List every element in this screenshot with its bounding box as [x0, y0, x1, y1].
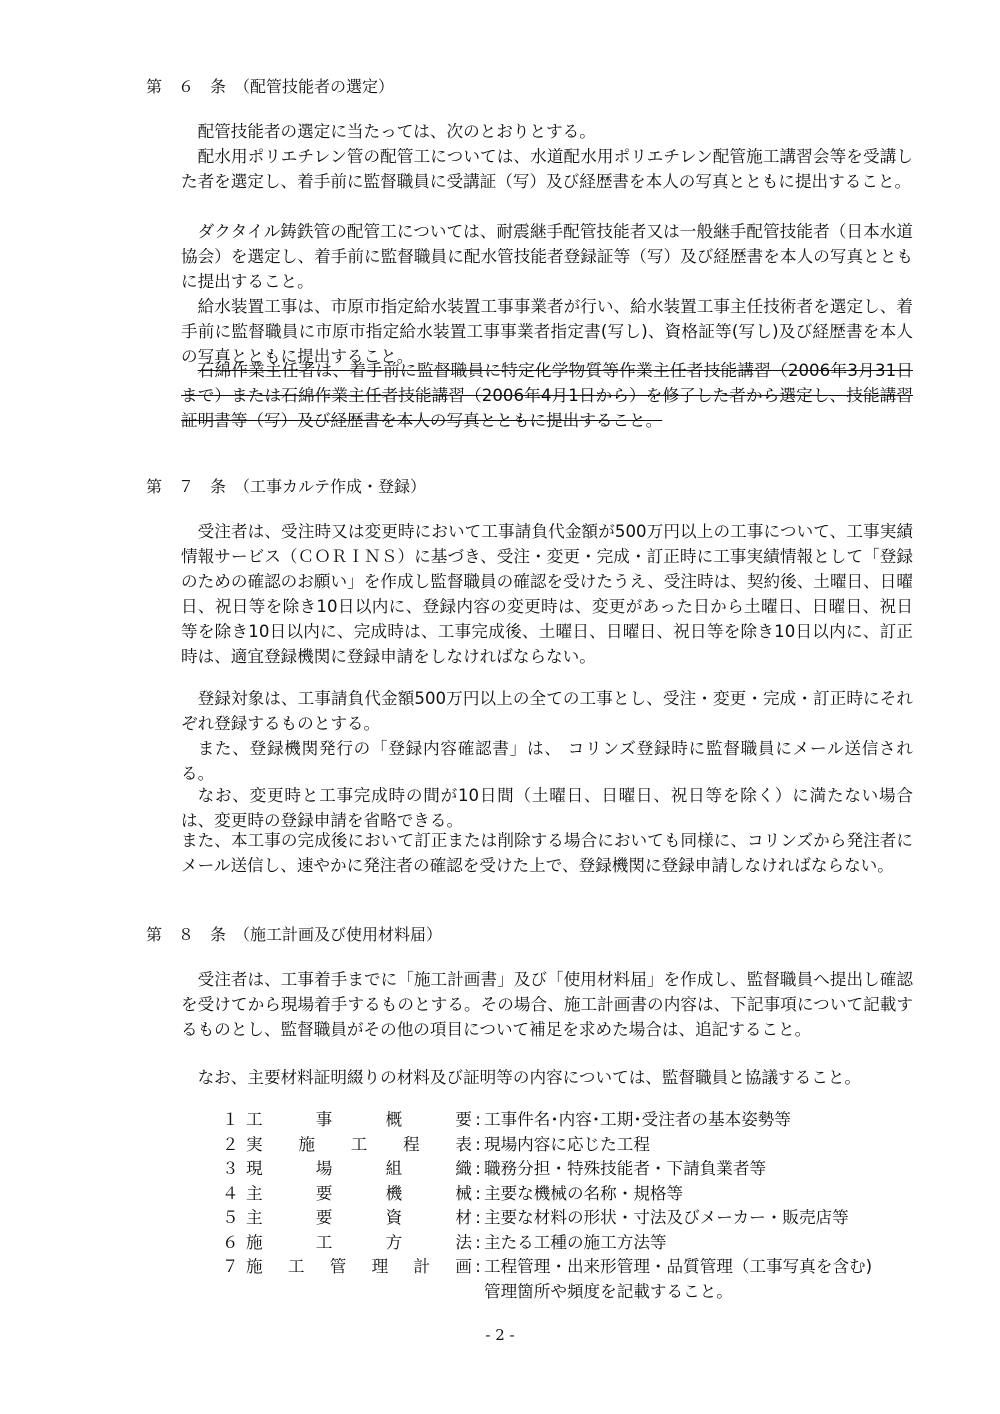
- item-label: 主 要 資 材: [246, 1208, 472, 1227]
- article-7-para-3: また、登録機関発行の「登録内容確認書」は、 コリンズ登録時に監督職員にメール送信される。: [181, 739, 913, 783]
- item-label: 現 場 組 織: [246, 1159, 472, 1178]
- article-6-para-4: 給水装置工事は、市原市指定給水装置工事事業者が行い、給水装置工事主任技術者を選定し、着手前に監督職員に市原市指定給水装置工事事業者指定書(写し)、資格証等(写し)及び経歴書を本人の写真とともに提出すること。: [181, 297, 913, 366]
- item-number: ５: [222, 1208, 239, 1227]
- item-description: 職務分担・特殊技能者・下請負業者等: [484, 1159, 767, 1178]
- list-item: [222, 1157, 872, 1182]
- article-8-heading: 第 ８ 条 （施工計画及び使用材料届）: [146, 925, 443, 944]
- list-item: [222, 1231, 872, 1256]
- list-item-continuation: [222, 1280, 872, 1305]
- article-6-para-1: 配管技能者の選定に当たっては、次のとおりとする。: [197, 122, 596, 141]
- item-number: ２: [222, 1134, 239, 1154]
- list-item: [222, 1133, 872, 1158]
- list-item: [222, 1108, 872, 1133]
- page-number: - 2 -: [485, 1326, 515, 1344]
- article-7-heading: 第 ７ 条 （工事カルテ作成・登録）: [146, 477, 427, 496]
- article-6-para-3: ダクタイル鋳鉄管の配管工については、耐震継手配管技能者又は一般継手配管技能者（日本水道協会）を選定し、着手前に監督職員に配水管技能者登録証等（写）及び経歴書を本人の写真とともに提出すること。: [181, 222, 913, 291]
- item-number: ６: [222, 1232, 239, 1252]
- item-label: 施 工 管 理 計 画: [246, 1257, 472, 1276]
- plan-items-list: [222, 1108, 872, 1304]
- article-6-para-2: 配水用ポリエチレン管の配管工については、水道配水用ポリエチレン配管施工講習会等を受講した者を選定し、着手前に監督職員に受講証（写）及び経歴書を本人の写真とともに提出すること。: [181, 147, 913, 191]
- item-label: 実 施 工 程 表: [246, 1134, 472, 1154]
- item-description: 主たる工種の施工方法等: [484, 1232, 667, 1252]
- article-7-para-2: 登録対象は、工事請負代金額500万円以上の全ての工事とし、受注・変更・完成・訂正時にそれぞれ登録するものとする。: [181, 689, 913, 733]
- list-item: [222, 1182, 872, 1207]
- item-separator: :: [475, 1208, 481, 1227]
- item-description-continued: 管理箇所や頻度を記載すること。: [484, 1281, 733, 1301]
- article-7-para-5: また、本工事の完成後において訂正または削除する場合においても同様に、コリンズから発注者にメール送信し、速やかに発注者の確認を受けた上で、登録機関に登録申請しなければならない。: [181, 831, 913, 875]
- item-separator: :: [475, 1159, 481, 1178]
- item-label: 工 事 概 要: [246, 1110, 472, 1129]
- article-7-para-4: なお、変更時と工事完成時の間が10日間（土曜日、日曜日、祝日等を除く）に満たない場合は、変更時の登録申請を省略できる。: [181, 786, 913, 830]
- article-7-para-1: 受注者は、受注時又は変更時において工事請負代金額が500万円以上の工事について、工事実績情報サービス（ＣＯＲＩＮＳ）に基づき、受注・変更・完成・訂正時に工事実績情報として「登録のための確認のお願い」を作成し監督職員の確認を受けたうえ、受注時は、契約後、土曜日、日曜日、祝日等を除き10日以内に、登録内容の変更時は、変更があった日から土曜日、日曜日、祝日等を除き10日以内に、完成時は、工事完成後、土曜日、日曜日、祝日等を除き10日以内に、訂正時は、適宜登録機関に登録申請をしなければならない。: [181, 522, 913, 666]
- item-number: ４: [222, 1183, 239, 1203]
- item-label: 施 工 方 法: [246, 1232, 472, 1252]
- item-description: 工程管理・出来形管理・品質管理（工事写真を含む): [484, 1257, 873, 1276]
- item-separator: :: [475, 1232, 481, 1252]
- list-item: [222, 1255, 872, 1280]
- item-description: 工事件名･内容･工期･受注者の基本姿勢等: [484, 1110, 791, 1129]
- article-6-struck-paragraph: 石綿作業主任者は、着手前に監督職員に特定化学物質等作業主任者技能講習（2006年3月31日まで）または石綿作業主任者技能講習（2006年4月1日から）を修了した者から選定し、技能講習証明書等（写）及び経歴書を本人の写真とともに提出すること。: [181, 361, 913, 430]
- item-description: 主要な材料の形状・寸法及びメーカー・販売店等: [484, 1208, 849, 1227]
- item-separator: :: [475, 1257, 481, 1276]
- item-number: １: [222, 1110, 239, 1129]
- item-label: 主 要 機 械: [246, 1183, 472, 1203]
- item-number: ３: [222, 1159, 239, 1178]
- item-description: 主要な機械の名称・規格等: [484, 1183, 684, 1203]
- article-8-para-1: 受注者は、工事着手までに「施工計画書」及び「使用材料届」を作成し、監督職員へ提出し確認を受けてから現場着手するものとする。その場合、施工計画書の内容は、下記事項について記載するものとし、監督職員がその他の項目について補足を求めた場合は、追記すること。: [181, 970, 913, 1039]
- item-separator: :: [475, 1110, 481, 1129]
- list-item: [222, 1206, 872, 1231]
- item-description: 現場内容に応じた工程: [484, 1134, 650, 1154]
- item-separator: :: [475, 1183, 481, 1203]
- article-8-para-2: なお、主要材料証明綴りの材料及び証明等の内容については、監督職員と協議すること。: [197, 1068, 862, 1087]
- item-separator: :: [475, 1134, 481, 1154]
- item-number: ７: [222, 1257, 239, 1276]
- article-6-heading: 第 ６ 条 （配管技能者の選定）: [146, 77, 395, 96]
